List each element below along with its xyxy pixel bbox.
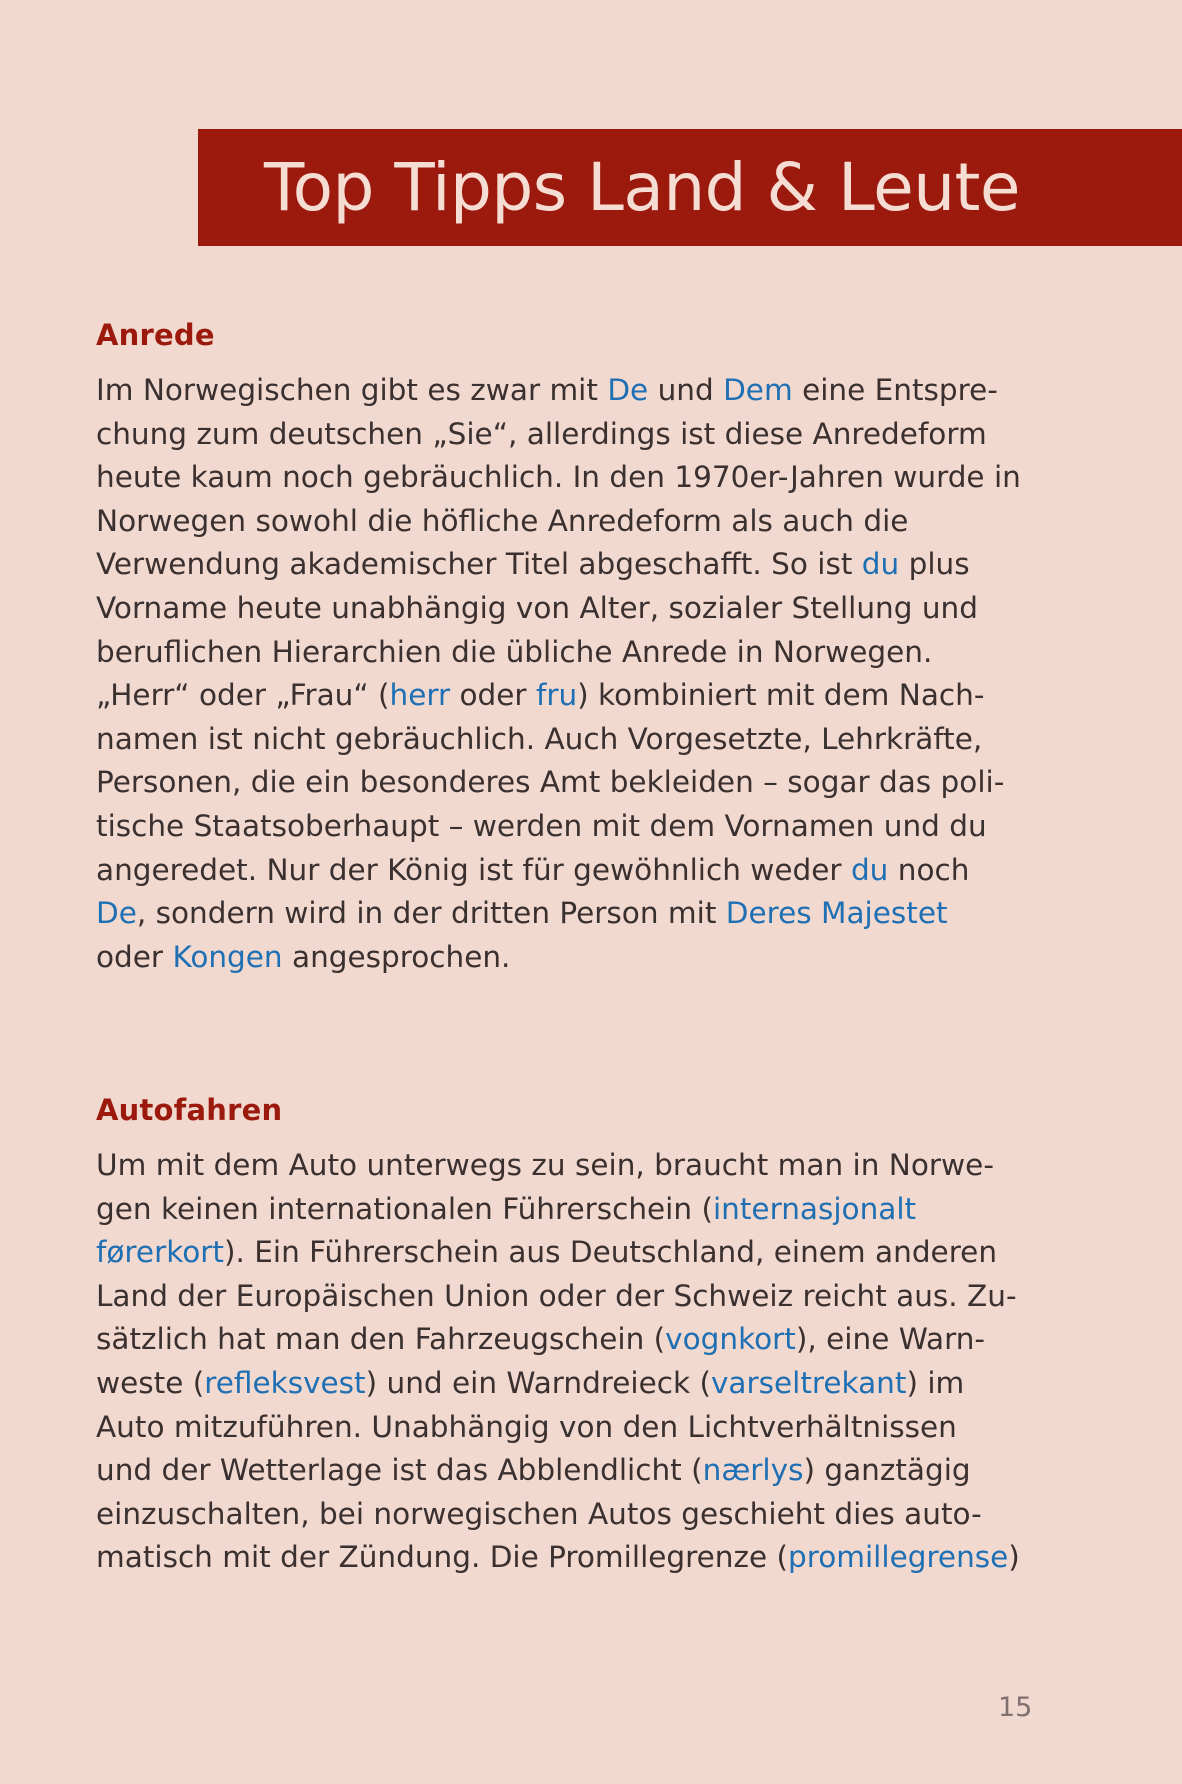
text-line [96,718,1076,762]
text-segment: Land der Europäischen Union oder der Schweiz reicht aus. Zu- [96,1278,1017,1313]
text-line [96,674,1076,718]
text-line [96,369,1076,413]
text-segment: sätzlich hat man den Fahrzeugschein ( [96,1322,666,1357]
text-line [96,631,1076,675]
text-segment: tische Staatsoberhaupt – werden mit dem Vornamen und du [96,808,987,843]
text-segment: ) und ein Warndreieck ( [365,1365,711,1400]
norwegian-term: varseltrekant [710,1365,907,1400]
text-segment: beruflichen Hierarchien die übliche Anrede in Norwegen. [96,634,933,669]
text-line [96,456,1076,500]
norwegian-term: De [96,896,137,931]
text-segment: Personen, die ein besonderes Amt bekleiden – sogar das poli- [96,765,1005,800]
text-line [96,1318,1076,1362]
text-segment: Vorname heute unabhängig von Alter, sozialer Stellung und [96,590,978,625]
text-line [96,543,1076,587]
text-segment: , sondern wird in der dritten Person mit [136,896,726,931]
norwegian-term: vognkort [665,1322,796,1357]
text-segment: gen keinen internationalen Führerschein ( [96,1191,713,1226]
text-segment: Verwendung akademischer Titel abgeschafft. So ist [96,547,862,582]
text-segment: Im Norwegischen gibt es zwar mit [96,373,608,407]
text-line [96,936,1076,980]
text-line [96,1144,1076,1188]
text-segment: ), eine Warn- [795,1322,986,1357]
text-line [96,849,1076,893]
text-line [96,805,1076,849]
text-line [96,1449,1076,1493]
text-segment: ) im [906,1365,965,1400]
norwegian-term: Kongen [172,939,283,974]
text-segment: ) ganztägig [803,1453,971,1488]
text-segment: angeredet. Nur der König ist für gewöhnlich weder [96,852,851,887]
text-segment: matisch mit der Zündung. Die Promillegrenze ( [96,1540,788,1575]
norwegian-term: Deres Majestet [725,896,948,931]
text-segment: Auto mitzuführen. Unabhängig von den Lichtverhältnissen [96,1409,957,1444]
norwegian-term: Dem [723,373,793,407]
text-segment: chung zum deutschen „Sie“, allerdings ist diese Anredeform [96,416,987,451]
norwegian-term: internasjonalt [712,1191,917,1226]
text-segment: noch [888,852,970,887]
text-segment: oder [450,678,536,713]
text-segment: angesprochen. [282,939,511,974]
text-line [96,1536,1076,1580]
text-line [96,1406,1076,1450]
text-line [96,587,1076,631]
section-autofahren [96,1093,1076,1580]
text-line [96,761,1076,805]
text-segment: einzuschalten, bei norwegischen Autos geschieht dies auto- [96,1496,982,1531]
text-segment: oder [96,939,173,974]
text-line [96,500,1076,544]
text-segment: ) kombiniert mit dem Nach- [577,678,985,713]
norwegian-term: refleksvest [204,1365,366,1400]
norwegian-term: du [861,547,900,582]
norwegian-term: herr [389,678,451,713]
text-segment: heute kaum noch gebräuchlich. In den 1970er-Jahren wurde in [96,460,1021,495]
text-segment: namen ist nicht gebräuchlich. Auch Vorgesetzte, Lehrkräfte, [96,721,983,756]
text-segment: und der Wetterlage ist das Abblendlicht ( [96,1453,703,1488]
text-segment: und [648,373,724,407]
section-anrede [96,318,1076,979]
norwegian-term: promillegrense [787,1540,1009,1575]
text-line [96,1275,1076,1319]
text-line [96,413,1076,457]
norwegian-term: nærlys [702,1453,804,1488]
text-line [96,1362,1076,1406]
section-heading: Anrede [96,318,215,352]
page-title: Top Tipps Land & Leute [264,149,1021,226]
text-line [96,1493,1076,1537]
text-segment: ) [1008,1540,1020,1575]
text-segment: Um mit dem Auto unterwegs zu sein, braucht man in Norwe- [96,1148,994,1182]
text-segment: weste ( [96,1365,205,1400]
norwegian-term: du [850,852,889,887]
text-segment: Norwegen sowohl die höfliche Anredeform als auch die [96,503,909,538]
norwegian-term: fru [535,678,578,713]
section-body [96,369,1076,979]
norwegian-term: De [607,373,649,407]
text-segment: plus [899,547,970,582]
text-segment: eine Entspre- [792,373,998,407]
text-line [96,1231,1076,1275]
text-line [96,892,1076,936]
text-segment: „Herr“ oder „Frau“ ( [96,678,390,713]
norwegian-term: førerkort [96,1235,224,1270]
section-heading: Autofahren [96,1093,283,1127]
text-segment: ). Ein Führerschein aus Deutschland, einem anderen [223,1235,998,1270]
section-body [96,1144,1076,1580]
page-number: 15 [998,1692,1033,1723]
title-banner [198,129,1182,246]
text-line [96,1188,1076,1232]
